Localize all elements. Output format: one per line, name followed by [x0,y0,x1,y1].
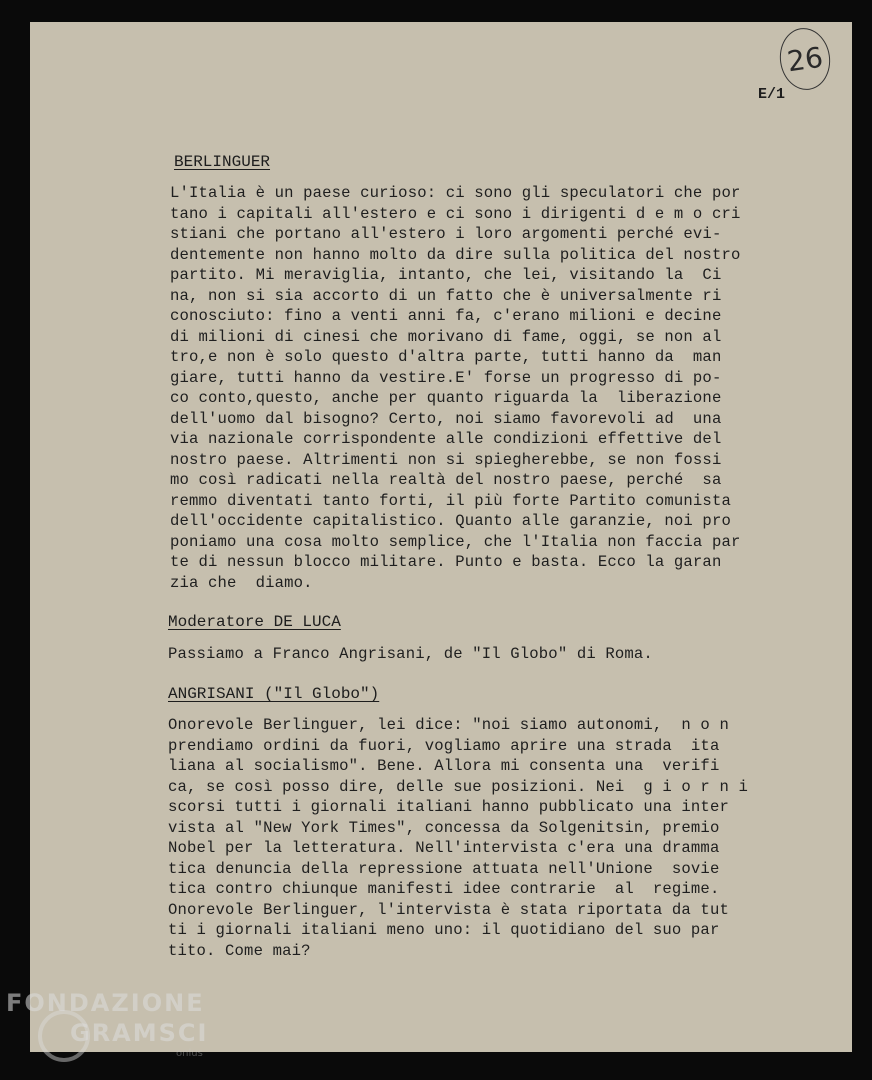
text-line: conosciuto: fino a venti anni fa, c'erano milioni e decine [170,307,722,325]
text-line: di milioni di cinesi che morivano di fame, oggi, se non al [170,327,722,346]
paragraph-moderator [168,644,653,665]
watermark-line2: GRAMSCI [70,1019,209,1047]
page-number-stamp: 26 [776,25,834,93]
text-line: mo così radicati nella realtà del nostro paese, perché sa [170,471,722,489]
text-line: L'Italia è un paese curioso: ci sono gli speculatori che por [170,184,741,202]
text-line: dentemente non hanno molto da dire sulla politica del nostro [170,245,741,264]
watermark-sub: onlus [176,1048,203,1059]
text-line: dell'occidente capitalistico. Quanto alle garanzie, noi pro [170,512,731,530]
speaker-heading-berlinguer: BERLINGUER [174,153,271,171]
text-line: dell'uomo dal bisogno? Certo, noi siamo favorevoli ad una [170,409,722,428]
text-line: tica denuncia della repressione attuata nell'Unione sovie [168,859,720,878]
text-line: poniamo una cosa molto semplice, che l'Italia non faccia par [170,532,741,551]
speaker-heading-moderator: Moderatore DE LUCA [168,613,341,631]
text-line: nostro paese. Altrimenti non si spiegherebbe, se non fossi [170,450,722,469]
text-line: zia che diamo. [170,573,313,592]
document-code: E/1 [758,86,786,103]
text-line: via nazionale corrispondente alle condizioni effettive del [170,430,722,448]
text-line: ca, se così posso dire, delle sue posizioni. Nei g i o r n i [168,777,748,796]
watermark-logo [6,988,208,1048]
text-line: liana al socialismo". Bene. Allora mi consenta una verifi [168,757,720,775]
watermark-line1: FONDAZIONE [6,989,205,1017]
text-line: Passiamo a Franco Angrisani, de "Il Globo" di Roma. [168,645,653,663]
text-line: tica contro chiunque manifesti idee contrarie al regime. [168,880,720,898]
text-line: stiani che portano all'estero i loro argomenti perché evi- [170,225,722,243]
text-line: Onorevole Berlinguer, lei dice: "noi siamo autonomi, n o n [168,716,729,734]
text-line: partito. Mi meraviglia, intanto, che lei, visitando la Ci [170,266,722,284]
text-line: scorsi tutti i giornali italiani hanno pubblicato una inter [168,798,729,816]
text-line: Nobel per la letteratura. Nell'intervista c'era una dramma [168,839,720,857]
text-line: co conto,questo, anche per quanto riguarda la liberazione [170,389,722,407]
text-line: Onorevole Berlinguer, l'intervista è stata riportata da tut [168,900,729,919]
text-line: na, non si sia accorto di un fatto che è universalmente ri [170,286,722,305]
text-line: te di nessun blocco militare. Punto e basta. Ecco la garan [170,553,722,571]
paragraph-berlinguer [170,183,740,593]
text-line: remmo diventati tanto forti, il più forte Partito comunista [170,491,731,510]
text-line: tito. Come mai? [168,941,311,960]
text-line: tano i capitali all'estero e ci sono i dirigenti d e m o cri [170,204,741,223]
speaker-heading-angrisani: ANGRISANI ("Il Globo") [168,685,380,703]
text-line: vista al "New York Times", concessa da Solgenitsin, premio [168,818,720,837]
text-line: ti i giornali italiani meno uno: il quotidiano del suo par [168,921,720,939]
text-line: prendiamo ordini da fuori, vogliamo aprire una strada ita [168,736,720,755]
text-line: tro,e non è solo questo d'altra parte, tutti hanno da man [170,348,722,366]
paragraph-angrisani [168,715,748,961]
text-line: giare, tutti hanno da vestire.E' forse un progresso di po- [170,368,722,387]
